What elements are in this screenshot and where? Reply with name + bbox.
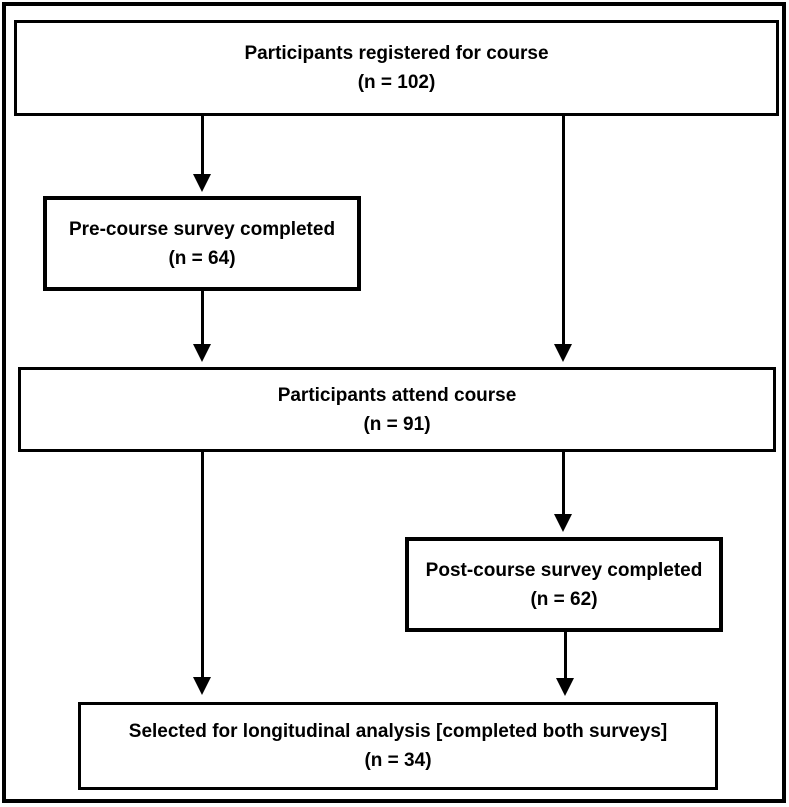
flow-box-pre-survey-label: Pre-course survey completed — [68, 218, 336, 240]
arrow-attend-to-post-survey-line — [562, 452, 565, 516]
arrow-pre-survey-to-attend-line — [201, 291, 204, 346]
flow-box-pre-survey-count: (n = 64) — [168, 247, 236, 269]
arrow-registered-to-attend-line — [562, 116, 565, 346]
flow-box-selected-count: (n = 34) — [364, 750, 432, 771]
arrow-post-survey-to-selected-line — [564, 632, 567, 680]
flow-box-attend-label: Participants attend course — [277, 384, 517, 406]
flow-box-registered-label: Participants registered for course — [244, 43, 549, 64]
flow-box-selected — [78, 702, 718, 790]
arrow-attend-to-selected-line — [201, 452, 204, 679]
flow-box-registered-count: (n = 102) — [357, 72, 436, 93]
flow-box-post-survey — [405, 537, 723, 632]
flow-box-attend — [18, 367, 776, 452]
flow-box-selected-label: Selected for longitudinal analysis [completed both surveys] — [128, 721, 668, 742]
arrow-post-survey-to-selected-head-icon — [556, 678, 574, 696]
flow-box-registered — [14, 20, 779, 116]
arrow-attend-to-post-survey-head-icon — [554, 514, 572, 532]
arrow-attend-to-selected-head-icon — [193, 677, 211, 695]
arrow-registered-to-pre-survey-line — [201, 116, 204, 176]
flow-box-attend-count: (n = 91) — [363, 413, 431, 435]
flow-box-post-survey-count: (n = 62) — [530, 588, 598, 610]
flow-box-post-survey-label: Post-course survey completed — [425, 559, 703, 581]
flow-box-pre-survey — [43, 196, 361, 291]
arrow-registered-to-attend-head-icon — [554, 344, 572, 362]
arrow-registered-to-pre-survey-head-icon — [193, 174, 211, 192]
arrow-pre-survey-to-attend-head-icon — [193, 344, 211, 362]
